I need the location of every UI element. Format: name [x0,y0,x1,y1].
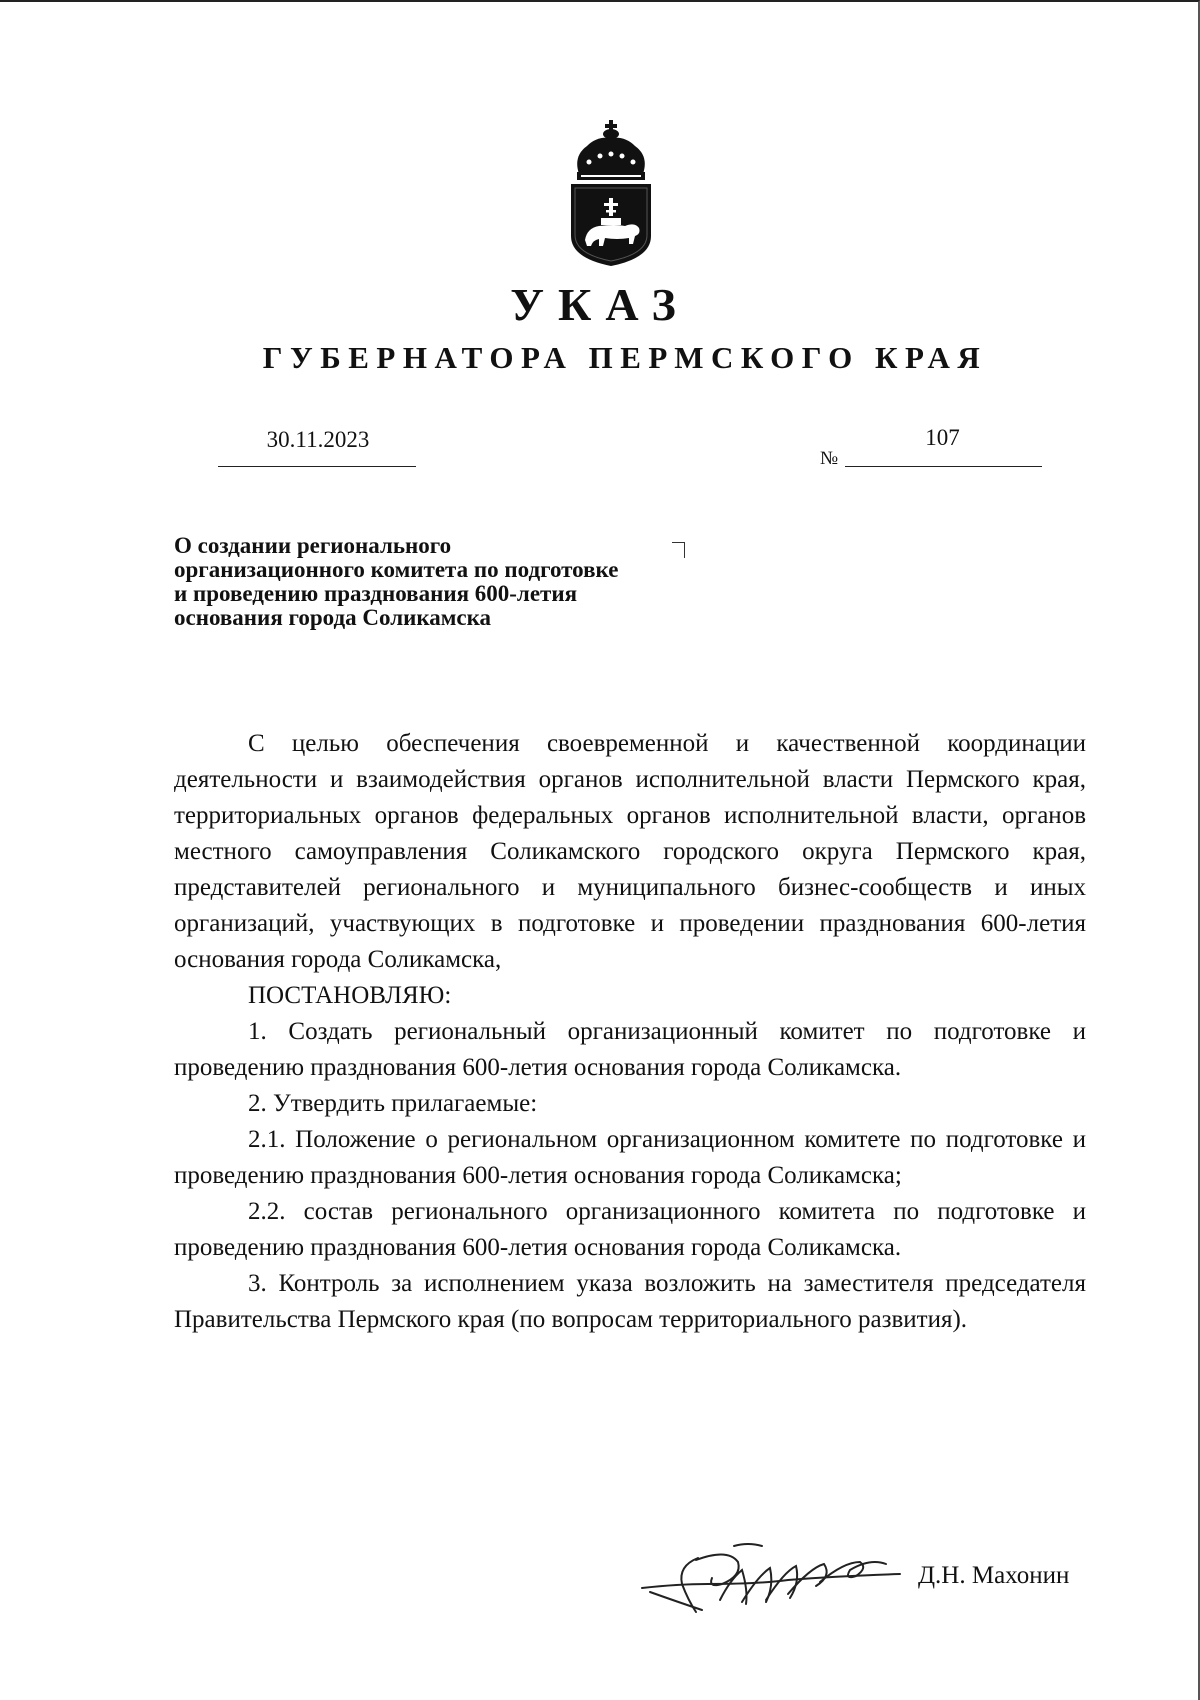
date-underline [218,466,416,467]
document-date: 30.11.2023 [266,427,370,452]
perm-krai-coat-of-arms-icon [565,118,657,268]
document-title: УКАЗ [510,279,690,330]
number-sign: № [820,448,839,469]
handwritten-signature-icon [638,1540,918,1618]
corner-bracket-mark [672,542,685,558]
number-underline [845,466,1042,467]
item-2-paragraph: 2. Утвердить прилагаемые: [248,1090,538,1117]
item-1-paragraph: 1. Создать региональный организационный комитет по подготовке и проведению празднования 600-летия основания города Соликамска. [174,1018,1086,1081]
item-2-1-paragraph: 2.1. Положение о региональном организационном комитете по подготовке и проведению празднования 600-летия основания города Соликамска; [174,1126,1086,1189]
document-number: 107 [925,425,960,450]
document-subject: О создании регионального организационного комитета по подготовке и проведению празднования 600-летия основания города Соликамска [174,533,619,630]
item-3-paragraph: 3. Контроль за исполнением указа возложить на заместителя председателя Правительства Пермского края (по вопросам территориального развития). [174,1270,1086,1333]
document-subtitle: ГУБЕРНАТОРА ПЕРМСКОГО КРАЯ [262,340,988,375]
document-body [174,726,1086,1338]
decree-word: ПОСТАНОВЛЯЮ: [248,982,452,1009]
preamble-paragraph: С целью обеспечения своевременной и качественной координации деятельности и взаимодействия органов исполнительной власти Пермского края, территориальных органов федеральных органов исполнительной власти, органов местного самоуправления Соликамского городского округа Пермского края, представителей регионального и муниципального бизнес-сообществ и иных организаций, участвующих в подготовке и проведении празднования 600-летия основания города Соликамска, [174,730,1086,973]
item-2-2-paragraph: 2.2. состав регионального организационного комитета по подготовке и проведению празднования 600-летия основания города Соликамска. [174,1198,1086,1261]
signer-name: Д.Н. Махонин [918,1562,1070,1589]
